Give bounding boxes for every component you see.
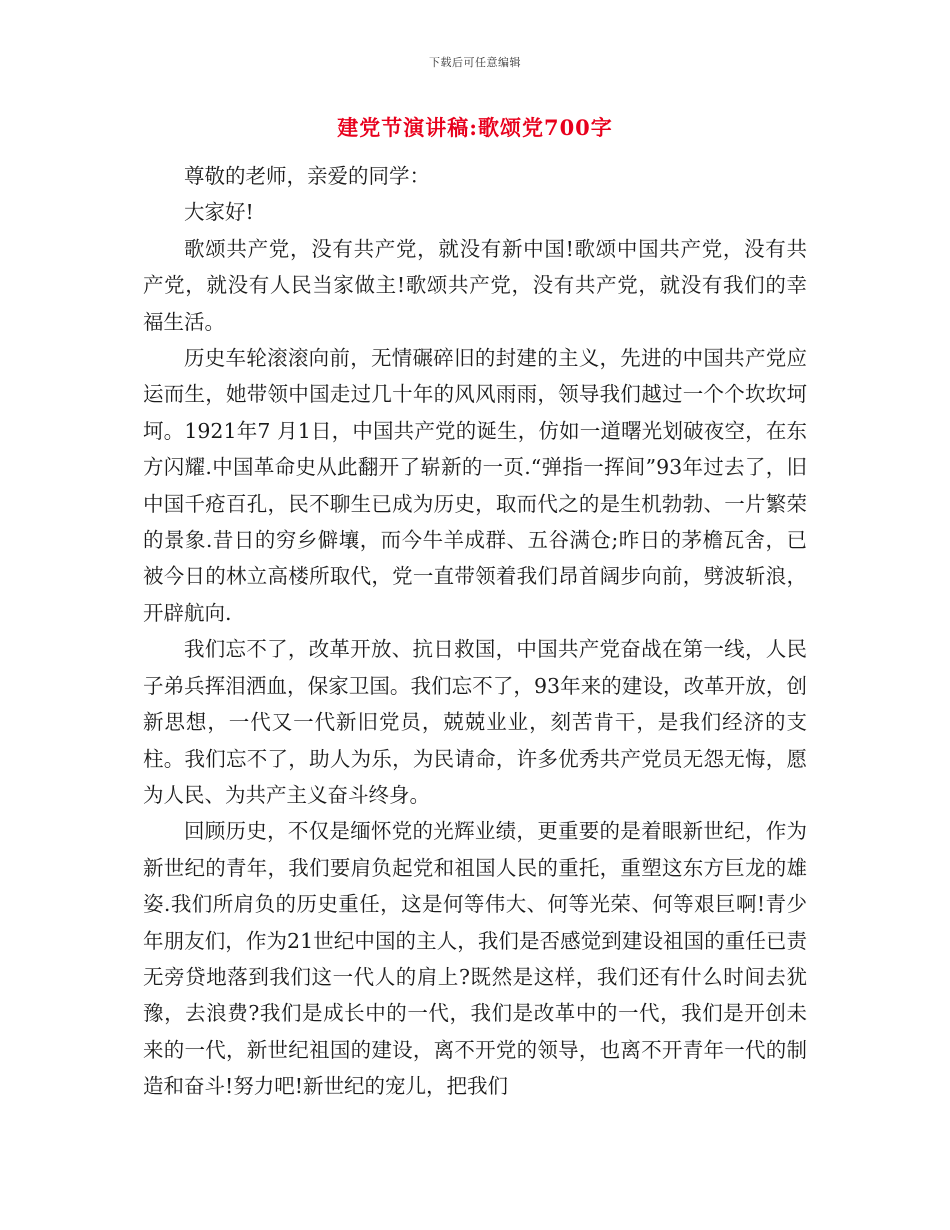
header-note: 下载后可任意编辑 (429, 56, 521, 69)
document-title: 建党节演讲稿:歌颂党700字 (337, 115, 613, 140)
paragraph: 歌颂共产党，没有共产党，就没有新中国!歌颂中国共产党，没有共产党，就没有人民当家做主!歌颂共产党，没有共产党，就没有我们的幸福生活。 (143, 236, 807, 334)
paragraph-salutation: 尊敬的老师，亲爱的同学： (184, 164, 430, 188)
paragraph: 回顾历史，不仅是缅怀党的光辉业绩，更重要的是着眼新世纪，作为新世纪的青年，我们要肩负起党和祖国人民的重托，重塑这东方巨龙的雄姿.我们所肩负的历史重任，这是何等伟大、何等光荣、何等艰巨啊!青少年朋友们，作为21世纪中国的主人，我们是否感觉到建设祖国的重任已责无旁贷地落到我们这一代人的肩上?既然是这样，我们还有什么时间去犹豫，去浪费?我们是成长中的一代，我们是改革中的一代，我们是开创未来的一代，新世纪祖国的建设，离不开党的领导，也离不开青年一代的制造和奋斗!努力吧!新世纪的宠儿，把我们 (143, 819, 807, 1099)
paragraph-greeting: 大家好! (184, 200, 254, 225)
paragraph: 历史车轮滚滚向前，无情碾碎旧的封建的主义，先进的中国共产党应运而生，她带领中国走过几十年的风风雨雨，领导我们越过一个个坎坎坷坷。1921年7 月1日，中国共产党的诞生，仿如一道曙光划破夜空，在东方闪耀.中国革命史从此翻开了崭新的一页.“弹指一挥间”93年过去了，旧中国千疮百孔，民不聊生已成为历史，取而代之的是生机勃勃、一片繁荣的景象.昔日的穷乡僻壤，而今牛羊成群、五谷满仓;昨日的茅檐瓦舍，已被今日的林立高楼所取代，党一直带领着我们昂首阔步向前，劈波斩浪，开辟航向. (143, 346, 807, 625)
document-body (143, 158, 807, 1105)
paragraph: 我们忘不了，改革开放、抗日救国，中国共产党奋战在第一线，人民子弟兵挥泪洒血，保家卫国。我们忘不了，93年来的建设，改革开放，创新思想，一代又一代新旧党员，兢兢业业，刻苦肯干，是我们经济的支柱。我们忘不了，助人为乐，为民请命，许多优秀共产党员无怨无悔，愿为人民、为共产主义奋斗终身。 (143, 637, 807, 807)
